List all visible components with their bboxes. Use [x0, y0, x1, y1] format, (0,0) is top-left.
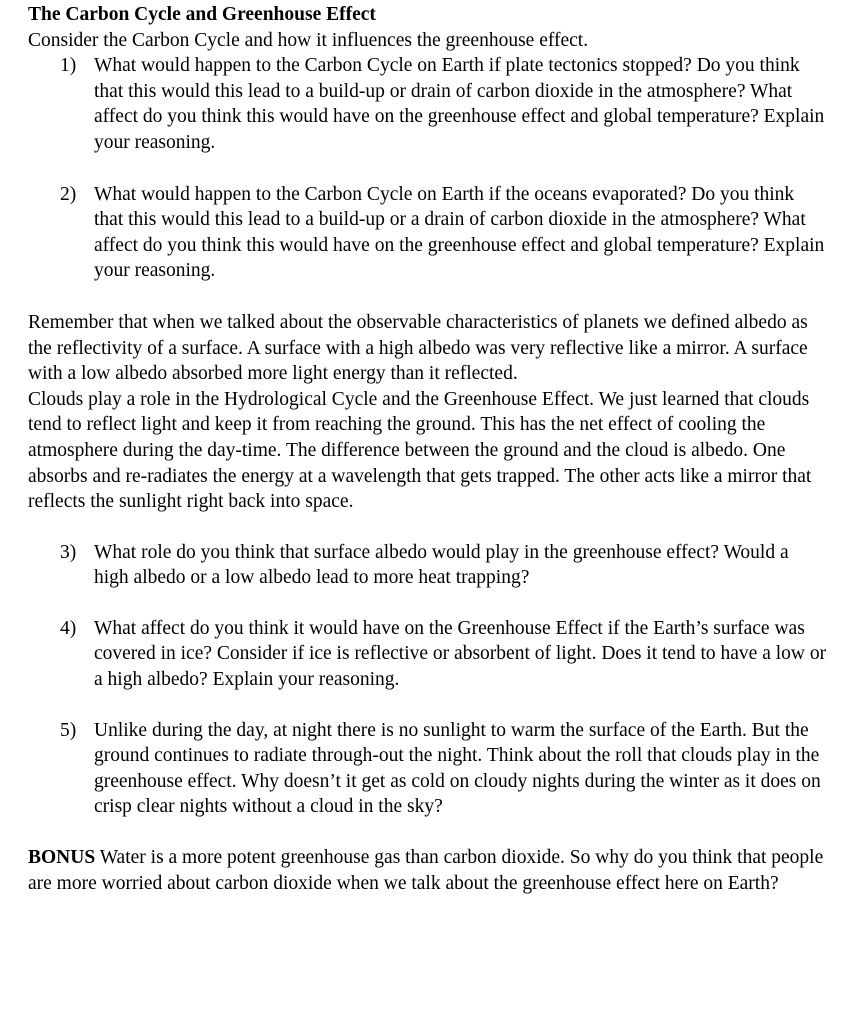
- question-5: [28, 718, 828, 820]
- question-number: 1): [60, 55, 77, 77]
- question-number: 2): [60, 183, 77, 205]
- question-number: 5): [60, 719, 77, 741]
- question-text: What would happen to the Carbon Cycle on Earth if the oceans evaporated? Do you think that this would this lead to a build-up or a drain of carbon dioxide in the atmosphere? What affect do you think this would have on the greenhouse effect and global temperature? Explain your reasoning.: [94, 183, 825, 282]
- question-2: [28, 182, 828, 284]
- worksheet-page: [28, 2, 828, 896]
- question-1: [28, 53, 828, 155]
- question-text: Unlike during the day, at night there is no sunlight to warm the surface of the Earth. But the ground continues to radiate through-out the night. Think about the roll that clouds play in the greenhouse effect. Why doesn’t it get as cold on cloudy nights during the winter as it does on crisp clear nights without a cloud in the sky?: [94, 719, 821, 818]
- question-text: What affect do you think it would have on the Greenhouse Effect if the Earth’s surface was covered in ice? Consider if ice is reflective or absorbent of light. Does it tend to have a low or a high albedo? Explain your reasoning.: [94, 617, 827, 691]
- bonus-label: BONUS: [28, 847, 96, 869]
- clouds-paragraph: Clouds play a role in the Hydrological Cycle and the Greenhouse Effect. We just learned that clouds tend to reflect light and keep it from reaching the ground. This has the net effect of cooling the atmosphere during the day-time. The difference between the ground and the cloud is albedo. One absorbs and re-radiates the energy at a wavelength that gets trapped. The other acts like a mirror that reflects the sunlight right back into space.: [28, 388, 812, 513]
- question-text: What would happen to the Carbon Cycle on Earth if plate tectonics stopped? Do you think that this would this lead to a build-up or drain of carbon dioxide in the atmosphere? What affect do you think this would have on the greenhouse effect and global temperature? Explain your reasoning.: [94, 55, 825, 153]
- question-number: 3): [60, 541, 77, 563]
- spacer: [28, 693, 828, 718]
- intro-line: Consider the Carbon Cycle and how it influences the greenhouse effect.: [28, 29, 589, 51]
- question-number: 4): [60, 617, 77, 639]
- question-4: [28, 616, 828, 693]
- albedo-paragraph: Remember that when we talked about the observable characteristics of planets we defined albedo as the reflectivity of a surface. A surface with a high albedo was very reflective like a mirror. A surface with a low albedo absorbed more light energy than it reflected.: [28, 311, 808, 385]
- bonus-question: [28, 845, 828, 896]
- worksheet-title: The Carbon Cycle and Greenhouse Effect: [28, 4, 376, 25]
- bonus-text: Water is a more potent greenhouse gas than carbon dioxide. So why do you think that people are more worried about carbon dioxide when we talk about the greenhouse effect here on Earth?: [28, 847, 824, 894]
- spacer: [28, 284, 828, 310]
- spacer: [28, 156, 828, 182]
- spacer: [28, 515, 828, 540]
- spacer: [28, 591, 828, 616]
- question-3: [28, 540, 828, 591]
- spacer: [28, 820, 828, 845]
- question-text: What role do you think that surface albedo would play in the greenhouse effect? Would a high albedo or a low albedo lead to more heat trapping?: [94, 541, 789, 589]
